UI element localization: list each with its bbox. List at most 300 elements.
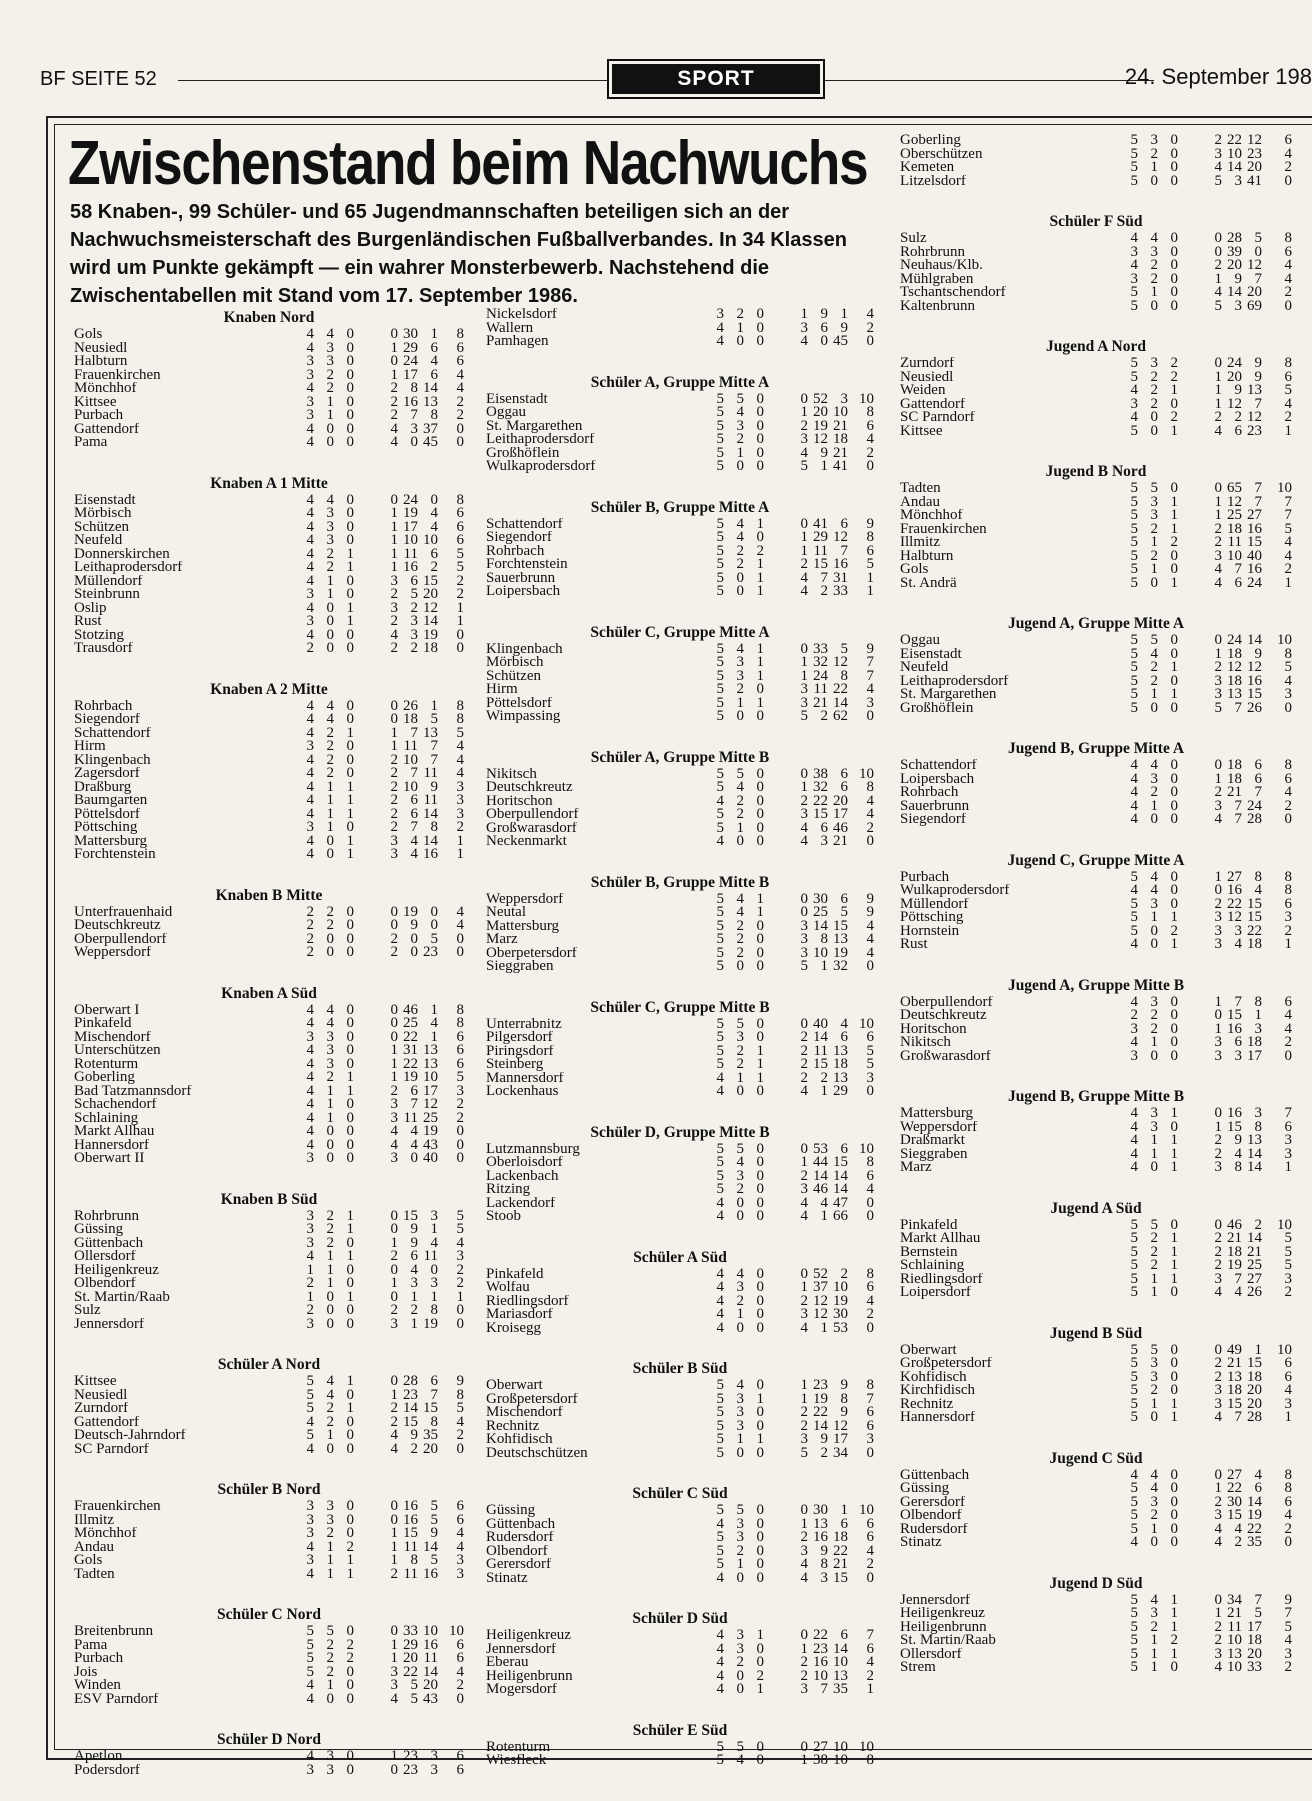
goals-for: 24	[403, 491, 418, 508]
losses: 3	[800, 319, 808, 336]
games: 5	[1130, 297, 1138, 314]
points: 2	[456, 407, 464, 423]
goals-against: 10	[833, 1752, 848, 1768]
draws: 0	[756, 1140, 764, 1157]
table-row	[486, 710, 874, 724]
goals-against: 14	[833, 1167, 848, 1184]
draws: 0	[1170, 757, 1178, 773]
draws: 0	[756, 1265, 764, 1282]
games: 5	[716, 515, 724, 532]
draws: 0	[1170, 1507, 1178, 1523]
losses: 1	[390, 1538, 398, 1555]
points: 6	[1284, 243, 1292, 260]
games: 5	[716, 444, 724, 461]
team-name: Schützen	[74, 520, 129, 534]
draws: 0	[756, 1404, 764, 1420]
goals-for: 46	[813, 1181, 828, 1197]
table-row	[486, 444, 874, 461]
wins: 3	[1150, 132, 1158, 148]
points: 6	[456, 1498, 464, 1514]
points: 0	[866, 833, 874, 849]
goals-against: 6	[1254, 757, 1262, 773]
losses: 0	[390, 1001, 398, 1018]
games: 4	[306, 1136, 314, 1153]
wins: 1	[326, 1427, 334, 1443]
points: 3	[1284, 1395, 1292, 1412]
wins: 0	[736, 1083, 744, 1099]
points: 9	[1284, 1591, 1292, 1608]
games: 5	[716, 890, 724, 907]
draws: 1	[346, 1069, 354, 1085]
goals-against: 19	[833, 1292, 848, 1309]
games: 3	[306, 1498, 314, 1514]
goals-against: 16	[423, 846, 438, 862]
team-name: Marz	[486, 933, 518, 947]
goals-for: 19	[813, 1390, 828, 1407]
losses: 3	[800, 1431, 808, 1447]
goals-against: 16	[1247, 520, 1262, 537]
goals-against: 13	[833, 1042, 848, 1059]
table-title: Schüler A Süd	[633, 1248, 727, 1266]
wins: 4	[1150, 230, 1158, 246]
goals-against: 7	[1254, 1591, 1262, 1608]
goals-against: 14	[1247, 1493, 1262, 1510]
draws: 1	[756, 904, 764, 920]
goals-against: 10	[833, 404, 848, 420]
goals-against: 45	[833, 333, 848, 349]
losses: 5	[1214, 699, 1222, 716]
goals-for: 20	[813, 404, 828, 420]
table-row	[486, 835, 874, 849]
goals-against: 21	[1247, 1243, 1262, 1260]
goals-for: 2	[410, 1302, 418, 1318]
losses: 2	[800, 1056, 808, 1072]
wins: 3	[736, 654, 744, 670]
draws: 1	[756, 1069, 764, 1086]
standings-table	[74, 886, 464, 960]
team-name: Winden	[74, 1679, 121, 1693]
wins: 0	[326, 434, 334, 450]
draws: 1	[346, 1082, 354, 1099]
draws: 0	[756, 1015, 764, 1032]
table-title: Schüler F Süd	[1049, 213, 1143, 230]
games: 5	[1130, 686, 1138, 702]
table-row	[486, 319, 874, 336]
draws: 1	[346, 792, 354, 808]
points: 10	[859, 1140, 874, 1157]
goals-against: 20	[423, 1677, 438, 1693]
games: 5	[716, 1444, 724, 1461]
standings-table	[486, 1721, 874, 1768]
draws: 2	[756, 542, 764, 559]
losses: 1	[1214, 395, 1222, 412]
games: 5	[1130, 1659, 1138, 1675]
losses: 1	[390, 1650, 398, 1666]
goals-against: 18	[1247, 1368, 1262, 1385]
goals-against: 17	[833, 1431, 848, 1447]
draws: 0	[346, 765, 354, 781]
points: 4	[866, 431, 874, 447]
games: 4	[716, 1640, 724, 1657]
points: 3	[866, 1431, 874, 1447]
losses: 2	[1214, 1230, 1222, 1246]
goals-against: 22	[833, 1542, 848, 1559]
losses: 3	[800, 917, 808, 934]
draws: 1	[1170, 1159, 1178, 1175]
table-row	[900, 1411, 1292, 1425]
wins: 0	[326, 930, 334, 947]
goals-for: 6	[410, 805, 418, 822]
draws: 0	[756, 390, 764, 407]
points: 2	[456, 1677, 464, 1693]
goals-for: 7	[1234, 1270, 1242, 1287]
draws: 0	[1170, 547, 1178, 564]
games: 5	[1130, 1243, 1138, 1260]
losses: 2	[390, 1400, 398, 1416]
team-name: Purbach	[74, 1652, 124, 1666]
team-name: Güttenbach	[74, 1236, 144, 1250]
points: 0	[1284, 811, 1292, 827]
games: 4	[716, 1306, 724, 1322]
table-row	[486, 558, 874, 572]
games: 5	[1130, 1591, 1138, 1608]
goals-against: 19	[423, 1123, 438, 1139]
goals-for: 4	[410, 1136, 418, 1153]
goals-against: 15	[1247, 909, 1262, 925]
points: 4	[866, 792, 874, 809]
table-title: Knaben A Süd	[221, 984, 317, 1002]
headline: Zwischenstand beim Nachwuchs	[68, 129, 868, 198]
points: 2	[1284, 561, 1292, 577]
wins: 2	[326, 724, 334, 741]
table-row	[900, 1047, 1292, 1064]
losses: 0	[390, 1207, 398, 1224]
team-name: Güttenbach	[486, 1517, 556, 1531]
table-row	[900, 574, 1292, 591]
draws: 1	[756, 1681, 764, 1697]
goals-for: 2	[410, 599, 418, 616]
games: 4	[306, 711, 314, 727]
losses: 2	[800, 1654, 808, 1670]
wins: 5	[736, 390, 744, 407]
games: 5	[716, 944, 724, 961]
games: 5	[716, 1390, 724, 1407]
losses: 0	[390, 711, 398, 727]
games: 4	[1130, 993, 1138, 1010]
goals-for: 8	[820, 931, 828, 947]
team-name: Pöttsching	[900, 911, 964, 925]
draws: 0	[346, 738, 354, 754]
losses: 4	[800, 1556, 808, 1572]
games: 2	[1130, 1007, 1138, 1023]
table-row	[74, 1125, 464, 1139]
wins: 2	[736, 917, 744, 934]
points: 6	[1284, 993, 1292, 1010]
wins: 0	[326, 944, 334, 960]
goals-against: 1	[430, 1221, 438, 1237]
goals-for: 33	[403, 1623, 418, 1639]
goals-for: 21	[1227, 1355, 1242, 1371]
games: 3	[306, 1221, 314, 1237]
games: 4	[306, 545, 314, 562]
table-row	[486, 960, 874, 974]
losses: 2	[390, 640, 398, 656]
goals-for: 19	[403, 903, 418, 920]
wins: 5	[736, 1738, 744, 1755]
points: 8	[866, 779, 874, 795]
wins: 3	[1150, 1368, 1158, 1385]
goals-against: 6	[840, 1515, 848, 1532]
wins: 3	[736, 1390, 744, 1407]
wins: 1	[326, 1275, 334, 1291]
goals-for: 38	[813, 765, 828, 782]
games: 5	[1130, 1409, 1138, 1425]
goals-against: 14	[1247, 632, 1262, 648]
wins: 3	[1150, 1118, 1158, 1135]
goals-for: 9	[410, 1234, 418, 1251]
goals-against: 10	[423, 532, 438, 548]
wins: 0	[326, 1288, 334, 1305]
goals-for: 7	[410, 765, 418, 781]
wins: 0	[1150, 1534, 1158, 1550]
points: 3	[1284, 909, 1292, 925]
points: 7	[1284, 1605, 1292, 1621]
points: 0	[866, 958, 874, 974]
goals-for: 32	[813, 654, 828, 670]
team-name: Kirchfidisch	[900, 1384, 975, 1398]
wins: 2	[326, 917, 334, 933]
team-name: Mogersdorf	[486, 1683, 557, 1697]
goals-against: 21	[833, 444, 848, 461]
team-name: Siegendorf	[74, 713, 140, 727]
losses: 4	[800, 583, 808, 599]
goals-for: 44	[813, 1154, 828, 1170]
goals-for: 4	[1234, 1520, 1242, 1537]
team-name: Güssing	[900, 1482, 950, 1496]
games: 3	[1130, 1020, 1138, 1037]
goals-for: 25	[403, 1015, 418, 1031]
wins: 4	[1150, 1466, 1158, 1483]
table-row	[900, 938, 1292, 952]
points: 1	[1284, 1159, 1292, 1175]
points: 4	[1284, 1632, 1292, 1648]
team-name: Großpetersdorf	[486, 1392, 578, 1406]
losses: 0	[800, 1627, 808, 1643]
goals-for: 21	[1227, 784, 1242, 800]
draws: 1	[1170, 1243, 1178, 1260]
draws: 0	[756, 931, 764, 947]
points: 4	[1284, 534, 1292, 550]
draws: 1	[1170, 1409, 1178, 1425]
points: 3	[1284, 1145, 1292, 1162]
games: 5	[1130, 1341, 1138, 1358]
draws: 1	[756, 1042, 764, 1059]
games: 4	[716, 1681, 724, 1697]
losses: 3	[1214, 686, 1222, 702]
team-name: Unterrabnitz	[486, 1017, 562, 1031]
goals-for: 14	[813, 1029, 828, 1045]
points: 0	[456, 434, 464, 450]
table-row	[74, 821, 464, 835]
goals-for: 3	[1234, 922, 1242, 939]
team-name: Litzelsdorf	[900, 174, 966, 188]
wins: 2	[1150, 1007, 1158, 1023]
points: 0	[456, 930, 464, 947]
wins: 2	[736, 542, 744, 559]
goals-for: 46	[1227, 1216, 1242, 1233]
team-name: Neufeld	[900, 661, 949, 675]
goals-against: 16	[423, 1636, 438, 1653]
losses: 3	[1214, 1382, 1222, 1398]
goals-for: 21	[1227, 1605, 1242, 1621]
wins: 1	[736, 819, 744, 836]
games: 4	[716, 833, 724, 849]
games: 4	[306, 724, 314, 741]
points: 8	[1284, 230, 1292, 246]
games: 1	[306, 1261, 314, 1278]
team-name: Hirm	[486, 683, 518, 697]
draws: 0	[756, 917, 764, 934]
goals-for: 18	[1227, 645, 1242, 662]
points: 4	[1284, 270, 1292, 287]
goals-for: 10	[403, 778, 418, 795]
points: 4	[456, 1525, 464, 1541]
goals-for: 52	[813, 1265, 828, 1282]
goals-for: 29	[403, 1636, 418, 1653]
losses: 3	[390, 572, 398, 589]
team-name: Mörbisch	[486, 656, 544, 670]
draws: 0	[756, 958, 764, 974]
standings-table	[486, 1123, 874, 1224]
goals-against: 14	[1247, 1230, 1262, 1246]
points: 6	[866, 1029, 874, 1045]
wins: 2	[1150, 270, 1158, 287]
goals-for: 46	[403, 1001, 418, 1018]
draws: 0	[346, 434, 354, 450]
points: 6	[866, 1515, 874, 1532]
losses: 3	[800, 806, 808, 822]
losses: 0	[1214, 1591, 1222, 1608]
games: 4	[306, 846, 314, 862]
team-name: Großwarasdorf	[486, 821, 577, 835]
wins: 1	[326, 1109, 334, 1126]
games: 5	[1130, 480, 1138, 496]
games: 4	[306, 1082, 314, 1099]
goals-for: 0	[410, 434, 418, 450]
team-name: Halbturn	[900, 549, 954, 563]
goals-for: 15	[1227, 1395, 1242, 1412]
goals-against: 18	[423, 640, 438, 656]
losses: 4	[800, 1083, 808, 1099]
draws: 1	[756, 569, 764, 586]
team-name: Wulkaprodersdorf	[900, 884, 1010, 898]
games: 5	[1130, 922, 1138, 939]
games: 5	[1130, 699, 1138, 716]
losses: 4	[1214, 1659, 1222, 1675]
wins: 2	[1150, 1243, 1158, 1260]
team-name: Mönchhof	[900, 509, 963, 523]
table-row	[486, 1210, 874, 1224]
points: 4	[456, 1234, 464, 1251]
points: 7	[866, 1627, 874, 1643]
team-name: Kittsee	[74, 395, 117, 409]
team-name: Frauenkirchen	[900, 522, 987, 536]
wins: 2	[736, 1292, 744, 1309]
games: 5	[306, 1663, 314, 1680]
table-row	[74, 1136, 464, 1153]
wins: 0	[736, 1681, 744, 1697]
points: 10	[1277, 1216, 1292, 1233]
games: 5	[716, 819, 724, 836]
losses: 2	[1214, 895, 1222, 912]
column-right	[900, 134, 1292, 1699]
games: 4	[716, 1069, 724, 1086]
goals-for: 28	[403, 1373, 418, 1389]
games: 4	[1130, 770, 1138, 787]
table-row	[900, 1520, 1292, 1537]
points: 10	[859, 1015, 874, 1032]
wins: 4	[736, 904, 744, 920]
team-name: Steinbrunn	[74, 588, 140, 602]
goals-against: 24	[1247, 797, 1262, 814]
games: 4	[306, 765, 314, 781]
goals-for: 22	[403, 1055, 418, 1072]
games: 4	[306, 380, 314, 396]
losses: 3	[1214, 1645, 1222, 1662]
losses: 0	[390, 697, 398, 714]
draws: 1	[1170, 1230, 1178, 1246]
team-name: Sauerbrunn	[900, 799, 970, 813]
team-name: Oberpullendorf	[900, 995, 993, 1009]
goals-against: 14	[1247, 1159, 1262, 1175]
games: 5	[716, 569, 724, 586]
points: 2	[866, 819, 874, 836]
losses: 3	[800, 694, 808, 711]
goals-against: 25	[423, 1109, 438, 1126]
team-name: Güttenbach	[900, 1468, 970, 1482]
draws: 0	[1170, 645, 1178, 662]
goals-against: 20	[423, 1440, 438, 1457]
team-name: Deutschkreutz	[900, 1009, 987, 1023]
wins: 4	[736, 1154, 744, 1170]
goals-for: 14	[813, 917, 828, 934]
losses: 2	[1214, 1132, 1222, 1148]
draws: 1	[756, 515, 764, 532]
games: 5	[716, 1140, 724, 1157]
draws: 0	[346, 711, 354, 727]
losses: 1	[1214, 645, 1222, 662]
goals-against: 3	[430, 1761, 438, 1778]
points: 0	[1284, 172, 1292, 189]
team-name: Hornstein	[900, 924, 960, 938]
draws: 0	[1170, 632, 1178, 648]
table-row	[486, 1183, 874, 1197]
losses: 1	[800, 1752, 808, 1768]
games: 5	[306, 1636, 314, 1653]
wins: 1	[1150, 686, 1158, 702]
wins: 0	[1150, 1159, 1158, 1175]
team-name: Mönchhof	[74, 1527, 137, 1541]
points: 8	[1284, 1480, 1292, 1496]
wins: 0	[326, 1136, 334, 1153]
draws: 2	[1170, 409, 1178, 425]
games: 5	[306, 1623, 314, 1639]
goals-against: 2	[840, 1265, 848, 1282]
team-name: Loipersbach	[900, 772, 975, 786]
draws: 0	[756, 529, 764, 545]
wins: 5	[1150, 1341, 1158, 1358]
games: 4	[306, 1123, 314, 1139]
